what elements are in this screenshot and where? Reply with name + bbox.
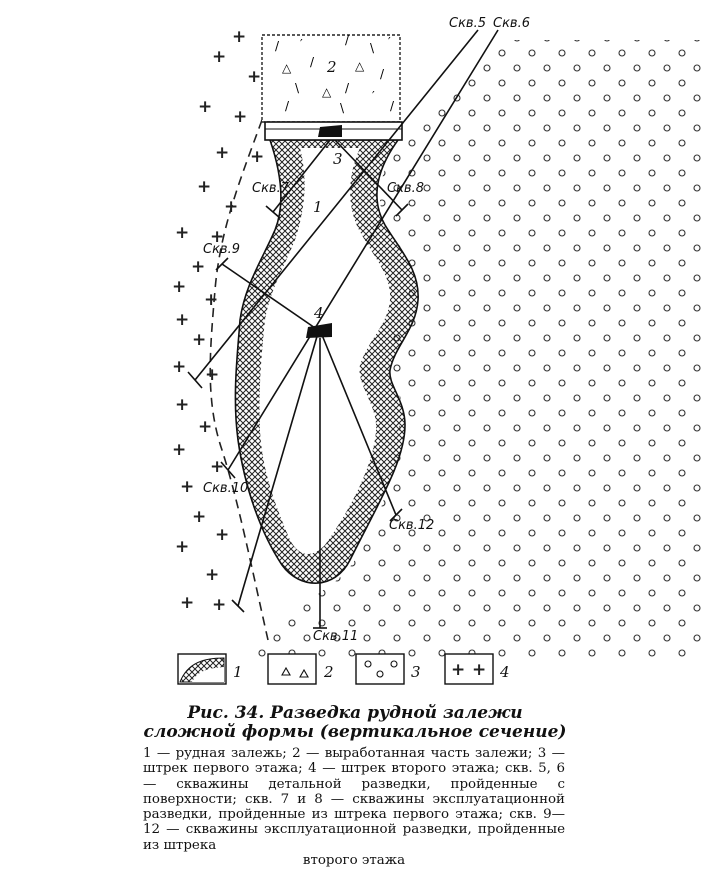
plus-mark: + (192, 330, 207, 350)
plus-mark: + (247, 67, 262, 87)
debris-mark: / (345, 81, 350, 95)
debris-mark: / (380, 67, 385, 81)
debris-mark: ′ (388, 35, 391, 49)
plus-mark: + (210, 457, 225, 477)
figure-caption: Рис. 34. Разведка рудной залежи сложной формы (вертикальное сечение) (143, 703, 567, 742)
plus-mark: + (232, 27, 247, 47)
mined-out-zone (262, 33, 400, 122)
debris-mark: △ (282, 61, 292, 75)
debris-mark: / (390, 99, 395, 113)
plus-mark: + (205, 365, 220, 385)
plus-mark: + (172, 440, 187, 460)
label-skv5: Скв.5 (449, 16, 486, 31)
figure-legend-text (143, 746, 565, 868)
label-skv9: Скв.9 (203, 242, 240, 257)
legend-text-last-line: второго этажа (302, 853, 406, 869)
plus-mark: + (204, 290, 219, 310)
label-skv7: Скв.7 (252, 181, 289, 196)
debris-mark: / (310, 55, 315, 69)
debris-mark: △ (322, 85, 332, 99)
plus-mark: + (233, 107, 248, 127)
debris-mark: / (285, 99, 290, 113)
plus-mark: + (172, 277, 187, 297)
plus-mark: + (180, 477, 195, 497)
debris-mark: ′ (300, 37, 303, 51)
plus-mark: + (215, 143, 230, 163)
plus-mark: + (175, 395, 190, 415)
debris-mark: △ (355, 59, 365, 73)
plus-mark: + (191, 257, 206, 277)
plus-mark: + (180, 593, 195, 613)
debris-mark: \ (295, 81, 300, 95)
svg-text:1: 1 (233, 663, 243, 681)
svg-text:+: + (451, 660, 466, 680)
plus-mark: + (175, 310, 190, 330)
debris-mark: / (275, 39, 280, 53)
label-skv11: Скв.11 (313, 629, 359, 644)
plus-mark: + (197, 177, 212, 197)
first-level-drift (265, 122, 402, 140)
svg-text:4: 4 (500, 663, 510, 681)
plus-mark: + (212, 47, 227, 67)
label-skv12: Скв.12 (389, 518, 435, 533)
debris-mark: \ (370, 41, 375, 55)
plus-mark: + (175, 223, 190, 243)
plus-mark: + (205, 565, 220, 585)
svg-text:3: 3 (411, 663, 421, 681)
plus-mark: + (212, 595, 227, 615)
debris-mark: ′ (372, 89, 375, 103)
label-area-3: 3 (333, 150, 343, 168)
plus-mark: + (198, 417, 213, 437)
plus-mark: + (210, 227, 225, 247)
label-skv8: Скв.8 (387, 181, 424, 196)
plus-mark: + (192, 507, 207, 527)
plus-mark: + (250, 147, 265, 167)
plus-mark: + (172, 357, 187, 377)
plus-mark: + (224, 197, 239, 217)
plus-mark: + (175, 537, 190, 557)
svg-text:2: 2 (324, 663, 334, 681)
label-skv10: Скв.10 (203, 481, 249, 496)
plus-mark: + (198, 97, 213, 117)
label-area-2: 2 (327, 58, 337, 76)
plus-mark: + (215, 525, 230, 545)
debris-mark: \ (340, 101, 345, 115)
debris-mark: / (345, 33, 350, 47)
label-skv6: Скв.6 (493, 16, 530, 31)
label-area-1: 1 (313, 198, 323, 216)
label-area-4: 4 (314, 304, 324, 322)
legend-text-body: 1 — рудная залежь; 2 — выработанная часть залежи; 3 — штрек первого этажа; 4 — штрек второго этажа; скв. 5, 6 — скважины детальной разведки, пройденные с поверхности; скв. 7 и 8 — скважины эксплуатационной разведки, пройденные из штрека первого этажа; скв. 9—12 — скважины эксплуатационной разведки, пройденные из штрека (143, 746, 565, 853)
svg-text:+: + (472, 660, 487, 680)
